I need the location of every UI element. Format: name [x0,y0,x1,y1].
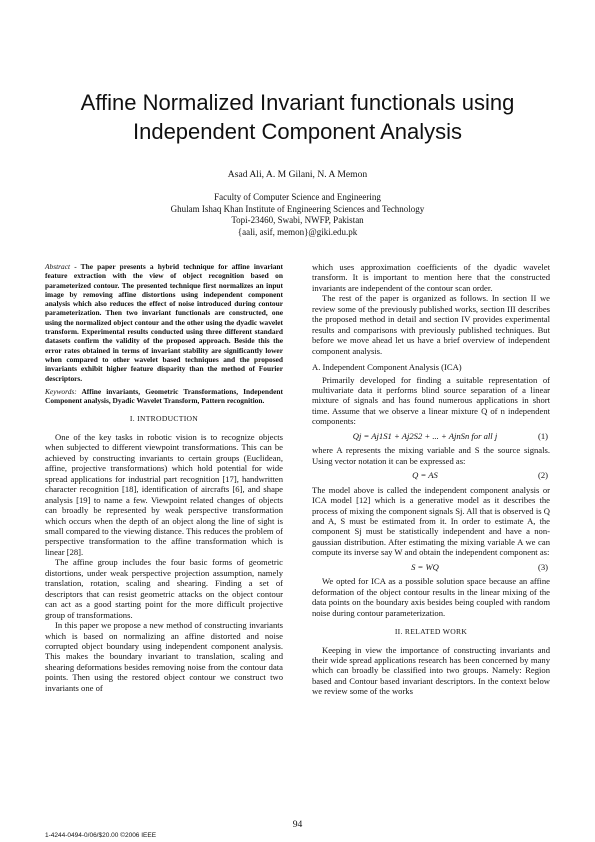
right-paragraph-6: We opted for ICA as a possible solution space because an affine deformation of the object contour results in the linear mixing of the data points on the boundary axis besides being coupled with random noise during contour parameterization. [312,576,550,618]
intro-paragraph-2: The affine group includes the four basic forms of geometric distortions, under weak perspective projection assumption, namely translation, rotation, scaling and shearing. Finding a set of descriptors that can resist geometric attacks on the object contour can act as a good starting point for the more difficult projective group of transformations. [45,557,283,620]
page-number: 94 [292,819,303,830]
title-line-1: Affine Normalized Invariant functionals using [80,90,515,115]
keywords [45,387,283,406]
section-heading-introduction: I. INTRODUCTION [129,414,199,424]
section-heading-related-work: II. RELATED WORK [394,627,468,637]
affiliation-address: Topi-23460, Swabi, NWFP, Pakistan [231,215,364,225]
paper-title [40,88,555,146]
right-paragraph-1: which uses approximation coefficients of the dyadic wavelet transform. It is important to mention here that the constructed invariants are independent of the contour scan order. [312,262,550,293]
equation-2-number: (2) [537,470,548,481]
intro-paragraph-3: In this paper we propose a new method of constructing invariants which is based on normalizing an affine distorted and noise corrupted object boundary using independent component analysis. This makes the boundary invariant to translation, scaling and shearing deformations besides removing noise from the contour data points. Then using the restored object contour we construct two invariants one of [45,620,283,693]
right-paragraph-3: Primarily developed for finding a suitable representation of multivariate data it performs blind source separation of a linear mixture of signals and has found numerous applications in short time. Assume that we observe a linear mixture Q of n independent components: [312,374,550,427]
author-list: Asad Ali, A. M Gilani, N. A Memon [227,169,368,180]
title-line-2: Independent Component Analysis [132,119,462,144]
copyright-footer: 1-4244-0494-0/06/$20.00 ©2006 IEEE [45,832,157,839]
right-paragraph-4: where A represents the mixing variable and S the source signals. Using vector notation it can be expressed as: [312,445,550,466]
affiliation-emails: {aali, asif, memon}@giki.edu.pk [237,226,358,237]
right-paragraph-7: Keeping in view the importance of constructing invariants and their wide spread applications research has been concerned by many which can broadly be classified into two groups. Namely: Region based and Contour based invariant descriptors. In the context below we review some of the works [312,644,550,697]
equation-1-body: Qj = Aj1S1 + Aj2S2 + ... + AjnSn for all j [352,430,498,441]
keywords-text: Affine invariants, Geometric Transformations, Independent Component analysis, Dyadic Wavelet Transform, Pattern recognition. [45,386,283,406]
equation-2 [312,470,550,480]
subsection-heading-ica: A. Independent Component Analysis (ICA) [312,362,462,373]
abstract-text: - The paper presents a hybrid technique for affine invariant feature extraction with the view of object recognition based on parameterized contour. The presented technique first normalizes an input image by removing affine distortions using independent component analysis which also reduces the effect of noise introduced during contour parameterization. Then two invariant functionals are constructed, one using the normalized object contour and the other using the dyadic wavelet transform. Experimental results conducted using three different standard datasets confirm the validity of the proposed approach. Beside this the error rates obtained in terms of invariant stability are significantly lower when compared to other wavelet based techniques and the proposed invariants exhibit higher feature disparity than the method of Fourier descriptors. [45,262,283,383]
equation-3 [312,562,550,572]
equation-3-body: S = WQ [411,561,439,572]
abstract-lead: Abstract [45,262,71,271]
right-paragraph-5: The model above is called the independent component analysis or ICA model [12] which is a generative model as it describes the process of mixing the component signals Sj. All that is observed is Q and A, S must be estimated from it. In order to estimate A, the component Sj must be statistically independent and have a non-gaussian distribution. After estimating the mixing variable A we can compute its inverse say W and obtain the independent component as: [312,484,550,558]
right-column [312,262,550,697]
intro-paragraph-1: One of the key tasks in robotic vision is to recognize objects when subjected to different viewpoint transformations. This can be achieved by constructing invariants to certain groups (Euclidean, affine, projective transformations) which hold potential for wide spread applications for industrial part recognition [17], handwritten character recognition [18], identification of aircrafts [6], and shape analysis [19] to name a few. Viewpoint related changes of objects can broadly be represented by weak perspective transformation which occurs when the depth of an object along the line of sight is small compared to the viewing distance. This reduces the problem of perspective transformation to the affine transformation which is linear [28]. [45,431,283,557]
affiliation-block [40,192,555,238]
right-paragraph-2: The rest of the paper is organized as follows. In section II we review some of the previously published works, section III describes the proposed method in detail and section IV provides experimental results and comparisons with previously published techniques. But before we move ahead let us have a brief overview of independent component analysis. [312,293,550,356]
affiliation-institute: Ghulam Ishaq Khan Institute of Engineering Sciences and Technology [170,203,425,214]
abstract [45,262,283,383]
equation-1 [312,431,550,441]
keywords-lead: Keywords: [45,386,77,396]
equation-1-number: (1) [537,430,548,441]
affiliation-faculty: Faculty of Computer Science and Engineering [214,192,381,202]
equation-3-number: (3) [537,561,548,572]
left-column [45,262,283,693]
equation-2-body: Q = AS [412,470,438,481]
